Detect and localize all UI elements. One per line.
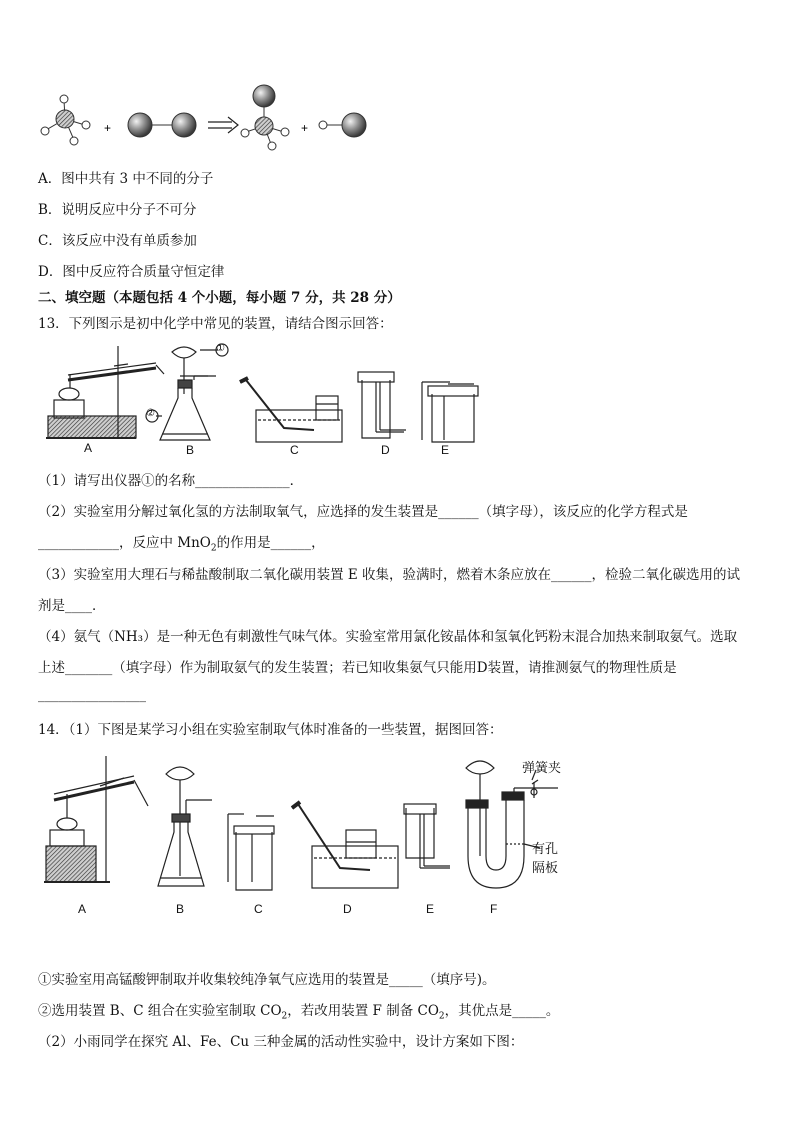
hole-plate-label-2: 隔板 (532, 860, 559, 875)
molecule-ch3cl (241, 85, 289, 150)
apparatus-e (404, 804, 450, 868)
q13-part3-line2: 剂是____． (38, 598, 106, 614)
fig-label-c: C (254, 902, 263, 916)
q13-apparatus-figure (44, 340, 484, 462)
apparatus-d (292, 802, 398, 888)
fig-label-f: F (490, 902, 498, 916)
marker-1: ① (216, 343, 225, 354)
apparatus-a (46, 346, 164, 438)
q13-part3-line1: （3）实验室用大理石与稀盐酸制取二氧化碳用装置 E 收集，验满时，燃着木条应放在______，检验二氧化碳选用的试 (38, 567, 741, 583)
fig-label-a: A (84, 441, 93, 455)
apparatus-c (240, 378, 342, 442)
q14-part2: （2）小雨同学在探究 Al、Fe、Cu 三种金属的活动性实验中，设计方案如下图： (38, 1034, 524, 1050)
q13-part1: （1）请写出仪器①的名称______________． (38, 473, 304, 489)
plus-sign: + (104, 121, 112, 135)
fig-label-d: D (343, 902, 352, 916)
q14-answer-2: ②选用装置 B、C 组合在实验室制取 $CO_2$，若改用装置 F 制备 $CO_2$，其优点是_____。 (38, 1003, 560, 1022)
q13-stem: 13．下列图示是初中化学中常见的装置，请结合图示回答： (38, 316, 393, 332)
option-c: C．该反应中没有单质参加 (38, 233, 197, 249)
fig-label-e: E (441, 443, 450, 457)
molecule-cl2 (128, 113, 196, 137)
option-d: D．图中反应符合质量守恒定律 (38, 264, 225, 280)
apparatus-a (44, 756, 148, 882)
section-heading: 二、填空题（本题包括 4 个小题，每小题 7 分，共 28 分） (38, 290, 401, 306)
q13-part4-line1: （4）氨气（NH₃）是一种无色有刺激性气味气体。实验室常用氯化铵晶体和氢氧化钙粉末混合加热来制取氨气。选取 (38, 629, 738, 645)
q14-stem: 14．（1）下图是某学习小组在实验室制取气体时准备的一些装置，据图回答： (38, 722, 503, 738)
apparatus-d (358, 372, 406, 438)
apparatus-b (146, 344, 228, 440)
hole-plate-label-1: 有孔 (532, 841, 559, 856)
fig-label-b: B (186, 443, 195, 457)
option-a: A．图中共有 3 中不同的分子 (38, 171, 214, 187)
apparatus-c (228, 814, 274, 890)
q13-part2-line2: ____________，反应中 MnO$_2$的作用是______， (38, 535, 325, 554)
fig-label-b: B (176, 902, 185, 916)
fig-label-a: A (78, 902, 87, 916)
q14-answer-1: ①实验室用高锰酸钾制取并收集较纯净氧气应选用的装置是_____（填序号)。 (38, 972, 496, 988)
fig-label-c: C (290, 443, 299, 457)
apparatus-b (158, 767, 212, 886)
option-b: B．说明反应中分子不可分 (38, 202, 197, 218)
molecule-ch4 (41, 95, 90, 145)
q13-part4-line2: 上述_______（填字母）作为制取氨气的发生装置；若已知收集氨气只能用D装置，请推测氨气的物理性质是 (38, 660, 677, 676)
reaction-arrow (208, 117, 238, 133)
plus-sign: + (301, 121, 309, 135)
reaction-diagram (36, 84, 376, 154)
molecule-hcl (319, 113, 366, 137)
q13-part4-line3: ________________ (38, 687, 146, 703)
q14-apparatus-figure (40, 752, 570, 902)
fig-label-e: E (426, 902, 435, 916)
marker-2: ② (146, 408, 155, 419)
spring-clip-label: 弹簧夹 (522, 760, 562, 775)
fig-label-d: D (381, 443, 390, 457)
apparatus-e (422, 382, 478, 442)
q13-part2-line1: （2）实验室用分解过氧化氢的方法制取氧气，应选择的发生装置是______（填字母），该反应的化学方程式是 (38, 504, 688, 520)
